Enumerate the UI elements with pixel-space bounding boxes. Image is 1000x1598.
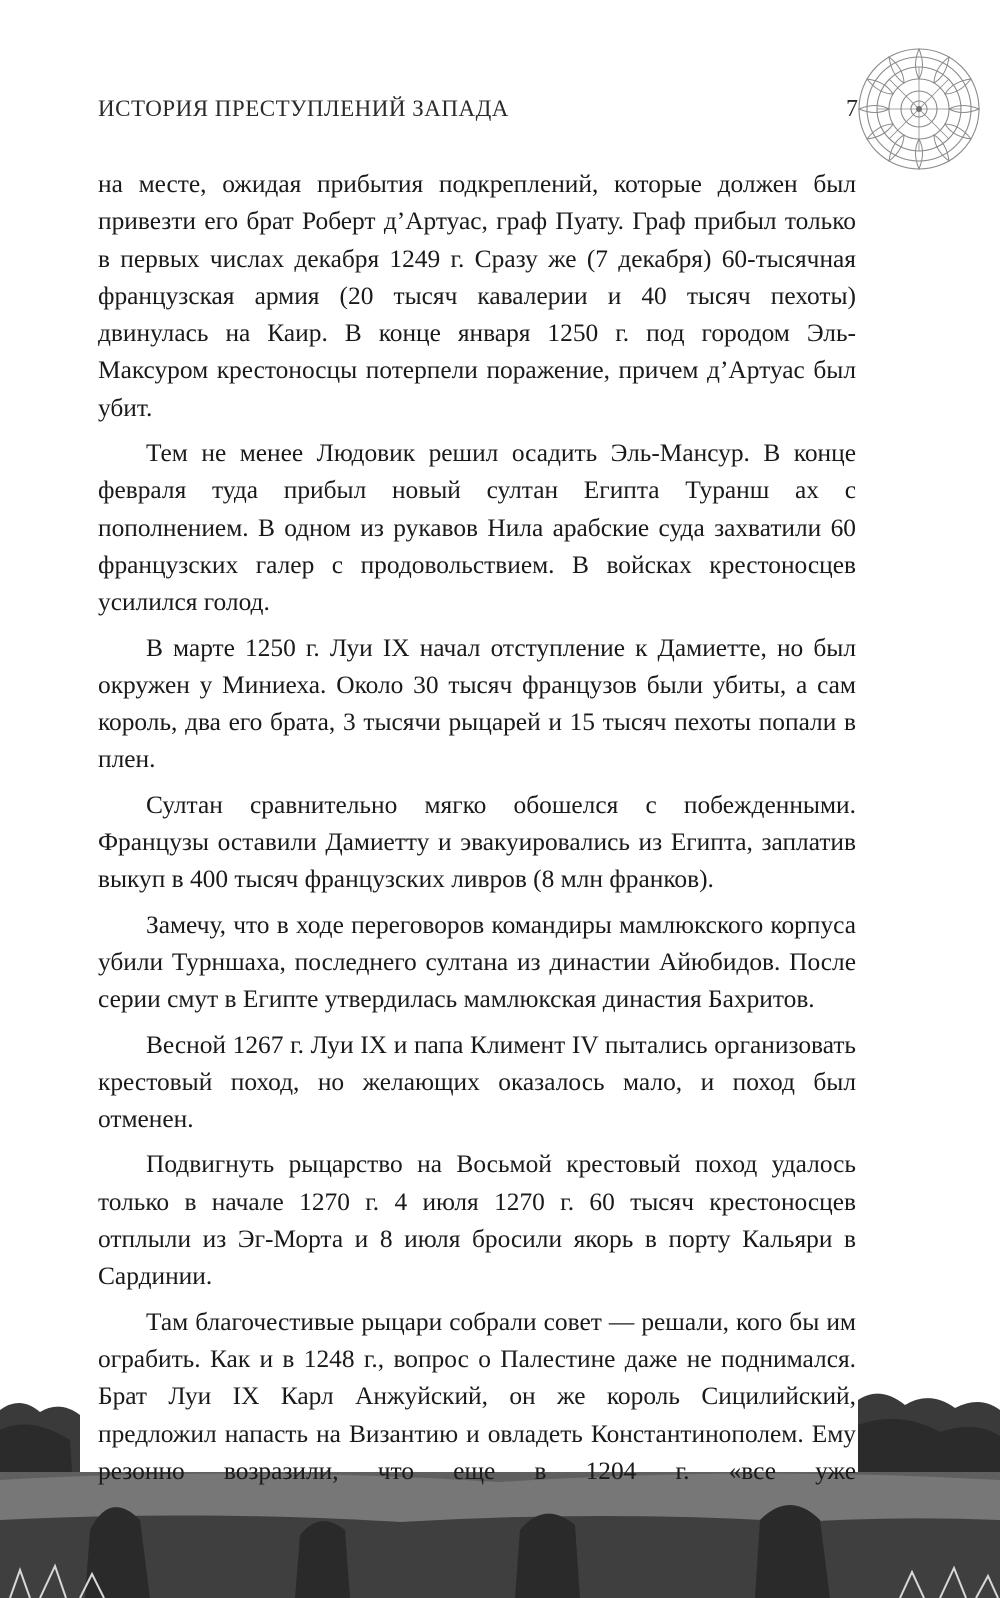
paragraph: Тем не менее Людовик решил осадить Эль-Мансур. В конце февраля туда прибыл новый султан Египта Туранш ах с пополнением. В одном из рукавов Нила арабские суда захватили 60 французских галер с продовольствием. В войсках крестоносцев усилился голод. [98, 439, 856, 617]
page-header [98, 96, 858, 136]
mandala-ornament-icon [856, 46, 982, 172]
paragraph: Весной 1267 г. Луи IX и папа Климент IV пытались организовать крестовый поход, но желающих оказалось мало, и поход был отменен. [98, 1030, 856, 1134]
body-text [98, 166, 856, 1498]
paragraph: Подвигнуть рыцарство на Восьмой крестовый поход удалось только в начале 1270 г. 4 июля 1270 г. 60 тысяч крестоносцев отплыли из Эг-Морта и 8 июля бросили якорь в порту Кальяри в Сардинии. [98, 1150, 856, 1291]
paragraph: на месте, ожидая прибытия подкреплений, которые должен был привезти его брат Роберт д’Артуас, граф Пуату. Граф прибыл только в первых числах декабря 1249 г. Сразу же (7 декабря) 60-тысячная французская армия (20 тысяч кавалерии и 40 тысяч пехоты) двинулась на Каир. В конце января 1250 г. под городом Эль-Максуром крестоносцы потерпели поражение, причем д’Артуас был убит. [98, 170, 856, 422]
paragraph: В марте 1250 г. Луи IX начал отступление к Дамиетте, но был окружен у Миниеха. Около 30 тысяч французов были убиты, а сам король, два его брата, 3 тысячи рыцарей и 15 тысяч пехоты попали в плен. [98, 633, 856, 774]
running-title: ИСТОРИЯ ПРЕСТУПЛЕНИЙ ЗАПАДА [98, 96, 509, 121]
paragraph: Замечу, что в ходе переговоров командиры мамлюкского корпуса убили Турншаха, последнего султана из династии Айюбидов. После серии смут в Египте утвердилась мамлюкская династия Бахритов. [98, 910, 856, 1014]
paragraph: Там благочестивые рыцари собрали совет — решали, кого бы им ограбить. Как и в 1248 г., вопрос о Палестине даже не поднимался. Брат Луи IX Карл Анжуйский, он же король Сицилийский, предложил напасть на Византию и овладеть Константинополем. Ему резонно возразили, что еще в 1204 г. «все уже [98, 1307, 856, 1485]
paragraph: Султан сравнительно мягко обошелся с побежденными. Французы оставили Дамиетту и эвакуировались из Египта, заплатив выкуп в 400 тысяч французских ливров (8 млн франков). [98, 790, 856, 894]
page-number: 7 [846, 96, 858, 122]
